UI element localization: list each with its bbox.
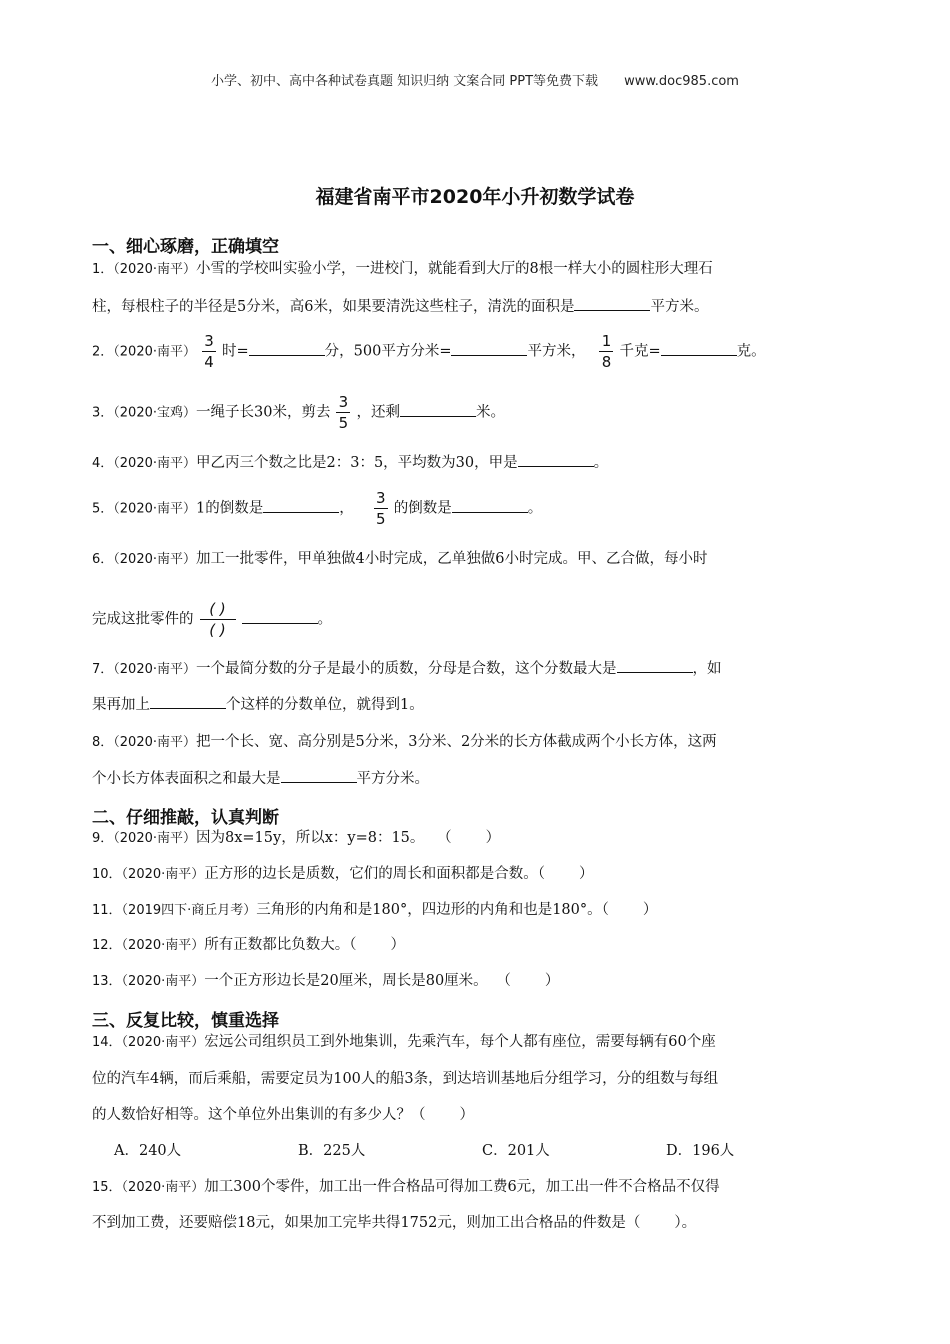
fraction-numerator: 3 [375, 489, 386, 507]
question-1-line-2 [92, 296, 708, 318]
page-title: 福建省南平市2020年小升初数学试卷 [315, 186, 635, 208]
question-number: 5． [92, 501, 114, 517]
question-number: 12． [92, 938, 122, 953]
question-source: （2020·南平） [121, 1180, 205, 1195]
paren-open: （ [411, 1107, 426, 1123]
fraction-denominator: 5 [338, 414, 349, 432]
fraction-numerator: ( ) [209, 600, 226, 618]
answer-blank[interactable] [150, 694, 226, 709]
question-13 [92, 970, 559, 993]
fraction-numerator: 1 [601, 332, 612, 350]
question-source: （2020·南平） [113, 344, 196, 360]
question-number: 3． [92, 405, 114, 421]
question-number: 13． [92, 974, 122, 989]
header-text: 小学、初中、高中各种试卷真题 知识归纳 文案合同 PPT等免费下载 [211, 74, 599, 89]
question-text: 。 [317, 611, 332, 628]
question-text: 宏远公司组织员工到外地集训，先乘汽车，每个人都有座位，需要每辆有60个座 [204, 1034, 716, 1050]
paren-close: ） [544, 973, 560, 989]
question-14 [92, 1031, 716, 1054]
paren-open: （ [625, 1215, 641, 1231]
question-6 [92, 548, 707, 571]
question-text: ，还剩 [356, 404, 400, 421]
question-11 [92, 899, 657, 922]
paren-close: ）。 [674, 1215, 697, 1231]
header-site: www.doc985.com [624, 74, 739, 89]
fraction-denominator: 4 [204, 353, 214, 371]
fraction [336, 392, 350, 433]
question-text: 因为8x=15y，所以x：y=8：15。 [196, 830, 425, 846]
question-15 [92, 1176, 720, 1199]
answer-blank[interactable] [452, 498, 528, 513]
question-text: 克。 [736, 343, 766, 360]
fraction-denominator: ( ) [209, 621, 226, 639]
question-text: 加工一批零件，甲单独做4小时完成，乙单独做6小时完成。甲、乙合做，每小时 [196, 551, 708, 567]
question-source: （2020·南平） [121, 974, 205, 989]
question-number: 14． [92, 1035, 122, 1050]
question-text: 平方米。 [650, 299, 709, 315]
question-8-line-2 [92, 768, 429, 790]
question-text: 平方分米。 [356, 771, 429, 787]
fraction-numerator: 3 [338, 393, 349, 411]
question-text: 的倒数是 [393, 500, 452, 517]
question-number: 2． [92, 344, 114, 360]
question-15-line-2 [92, 1212, 696, 1234]
question-14-options [114, 1140, 850, 1162]
question-1 [92, 258, 713, 281]
question-source: （2020·南平） [113, 262, 196, 277]
fraction [599, 331, 613, 372]
answer-blank[interactable] [281, 768, 357, 783]
answer-blank[interactable] [400, 402, 476, 417]
question-number: 6． [92, 552, 114, 567]
question-number: 10． [92, 867, 122, 882]
question-text: 加工300个零件，加工出一件合格品可得加工费6元，加工出一件不合格品不仅得 [204, 1179, 720, 1195]
question-text: 时= [222, 343, 249, 360]
answer-blank[interactable] [242, 609, 318, 624]
question-text: 千克= [619, 343, 661, 360]
question-number: 15． [92, 1180, 122, 1195]
paren-open: （ [444, 830, 452, 846]
answer-blank[interactable] [518, 452, 594, 467]
question-source: （2020·南平） [113, 735, 196, 750]
question-number: 11． [92, 903, 122, 918]
fraction [202, 331, 216, 372]
question-10 [92, 863, 594, 886]
question-text: 正方形的边长是质数，它们的周长和面积都是合数。 [204, 866, 538, 882]
question-source: （2020·南平） [121, 1035, 205, 1050]
question-text: 1的倒数是 [196, 500, 264, 517]
question-number: 1． [92, 262, 114, 277]
question-source: （2019四下·商丘月考） [121, 903, 257, 918]
question-text: 果再加上 [92, 697, 150, 713]
paren-open: （ [601, 902, 609, 918]
question-5 [92, 488, 542, 529]
question-text: 的人数恰好相等。这个单位外出集训的有多少人？ [92, 1107, 411, 1123]
question-text: 分，500平方分米= [324, 343, 452, 360]
question-source: （2020·南平） [113, 501, 196, 517]
question-text: 一个正方形边长是20厘米，周长是80厘米。 [204, 973, 488, 989]
fraction [374, 488, 388, 529]
question-text: 甲乙丙三个数之比是2：3：5，平均数为30，甲是 [196, 455, 518, 471]
answer-blank[interactable] [451, 341, 527, 356]
section-1-heading: 一、细心琢磨，正确填空 [92, 237, 279, 257]
option-c[interactable]: C．201人 [482, 1143, 550, 1159]
paren-close: ） [579, 866, 594, 882]
question-text: 不到加工费，还要赔偿18元，如果加工完毕共得1752元，则加工出合格品的件数是 [92, 1215, 626, 1231]
section-2-heading: 二、仔细推敲，认真判断 [92, 808, 279, 828]
question-number: 9． [92, 831, 114, 846]
paren-close: ） [390, 937, 406, 953]
question-text: 平方米， [527, 343, 586, 360]
question-9 [92, 827, 500, 850]
question-text: 完成这批零件的 [92, 611, 194, 628]
answer-blank[interactable] [617, 658, 693, 673]
question-text: ，如 [692, 661, 722, 677]
question-text: 柱，每根柱子的半径是5分米，高6米，如果要清洗这些柱子，清洗的面积是 [92, 299, 575, 315]
question-2 [92, 331, 766, 372]
paren-open: （ [349, 937, 357, 953]
question-14-line-2: 位的汽车4辆，而后乘船，需要定员为100人的船3条，到达培训基地后分组学习，分的组数与每组 [92, 1071, 719, 1087]
paren-close: ） [642, 902, 658, 918]
question-text: 三角形的内角和是180°，四边形的内角和也是180°。 [256, 902, 602, 918]
question-source: （2020·南平） [113, 456, 196, 471]
option-b[interactable]: B．225人 [298, 1143, 366, 1159]
question-text: 一绳子长30米，剪去 [196, 404, 331, 421]
question-8 [92, 731, 717, 754]
question-text: 个小长方体表面积之和最大是 [92, 771, 281, 787]
question-14-line-3 [92, 1104, 474, 1126]
paren-open: （ [503, 973, 511, 989]
option-a[interactable]: A．240人 [114, 1143, 182, 1159]
question-source: （2020·南平） [113, 831, 196, 846]
fraction-denominator: 5 [375, 510, 386, 528]
question-7 [92, 658, 722, 681]
question-text: 。 [527, 500, 543, 517]
paren-close: ） [485, 830, 501, 846]
paren-open: （ [537, 866, 546, 882]
fraction-denominator: 8 [601, 353, 612, 371]
answer-blank[interactable] [263, 498, 339, 513]
question-number: 4． [92, 456, 114, 471]
question-source: （2020·南平） [121, 867, 205, 882]
question-number: 8． [92, 735, 114, 750]
answer-blank[interactable] [574, 296, 650, 311]
answer-blank[interactable] [661, 341, 737, 356]
question-source: （2020·南平） [113, 552, 196, 567]
option-d[interactable]: D．196人 [666, 1143, 735, 1159]
paren-close: ） [459, 1107, 474, 1123]
question-text: 。 [593, 455, 609, 471]
question-number: 7． [92, 662, 114, 677]
question-text: ， [339, 500, 354, 517]
question-text: 一个最简分数的分子是最小的质数，分母是合数，这个分数最大是 [196, 661, 617, 677]
fraction-numerator: 3 [204, 332, 214, 350]
question-text: 小雪的学校叫实验小学，一进校门，就能看到大厅的8根一样大小的圆柱形大理石 [196, 261, 713, 277]
question-text: 把一个长、宽、高分别是5分米，3分米、2分米的长方体截成两个小长方体，这两 [196, 734, 717, 750]
section-3-heading: 三、反复比较，慎重选择 [92, 1011, 279, 1031]
question-source: （2020·南平） [121, 938, 205, 953]
question-text: 米。 [475, 404, 505, 421]
question-source: （2020·南平） [113, 662, 196, 677]
fraction [200, 599, 236, 640]
question-4 [92, 452, 608, 475]
question-7-line-2 [92, 694, 424, 716]
question-6-line-2 [92, 599, 332, 640]
question-source: （2020·宝鸡） [113, 405, 196, 421]
page-header [0, 70, 950, 89]
question-3 [92, 392, 505, 433]
question-text: 所有正数都比负数大。 [204, 937, 350, 953]
question-12 [92, 934, 405, 957]
question-text: 个这样的分数单位，就得到1。 [226, 697, 424, 713]
answer-blank[interactable] [249, 341, 325, 356]
